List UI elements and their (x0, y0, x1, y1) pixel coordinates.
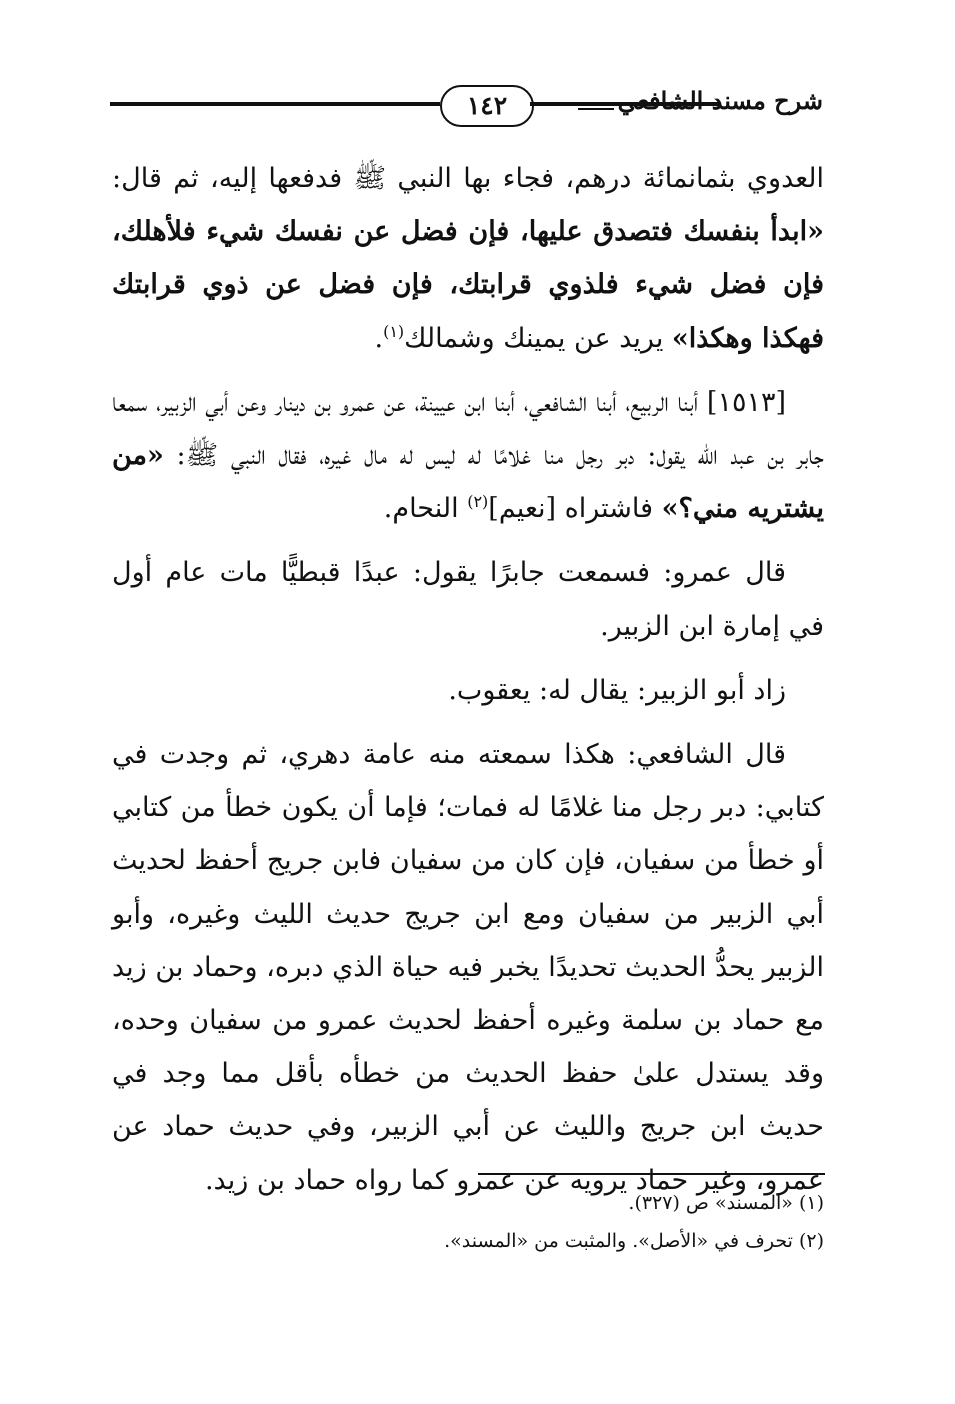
main-text (112, 152, 824, 1218)
page-number: ١٤٢ (440, 85, 534, 127)
paragraph-1-period: . (374, 322, 384, 354)
paragraph-2-text: [١٥١٣] أبنا الربيع، أبنا الشافعي، أبنا ابن عيينة، عن عمرو بن دينار وعن أبي الزبير، سمعا جابر بن عبد الله يقول: دبر رجل منا غلامًا له ليس له مال غيره، فقال النبي ﷺ: (112, 386, 824, 472)
footnote-ref-1[interactable]: (١) (383, 321, 405, 341)
paragraph-5: قال الشافعي: هكذا سمعته منه عامة دهري، ثم وجدت في كتابي: دبر رجل منا غلامًا له فمات؛ فإما أن يكون خطأ من كتابي أو خطأ من سفيان، فإن كان من سفيان فابن جريج أحفظ لحديث أبي الزبير من سفيان ومع ابن جريج حديث الليث وغيره، وأبو الزبير يحدُّ الحديث تحديدًا يخبر فيه حياة الذي دبره، وحماد بن زيد مع حماد بن سلمة وغيره أحفظ لحديث عمرو من سفيان وحده، وقد يستدل علىٰ حفظ الحديث من خطأه بأقل مما وجد في حديث ابن جريج والليث عن أبي الزبير، وفي حديث حماد عن عمرو، وغير حماد يرويه عن عمرو كما رواه حماد بن زيد. (112, 739, 824, 1196)
footnote-separator (478, 1173, 825, 1175)
footnote-ref-2[interactable]: (٢) (467, 492, 489, 512)
running-title: شرح مسند الشافعي (618, 84, 825, 118)
paragraph-2 (112, 376, 824, 536)
paragraph-4: زاد أبو الزبير: يقال له: يعقوب. (448, 674, 786, 706)
paragraph-1-text: العدوي بثمانمائة درهم، فجاء بها النبي ﷺ فدفعها إليه، ثم قال: (112, 163, 824, 194)
footnote-2: (٢) تحرف في «الأصل». والمثبت من «المسند». (444, 1230, 824, 1252)
page-header (110, 82, 825, 132)
paragraph-3: قال عمرو: فسمعت جابرًا يقول: عبدًا قبطيًّا مات عام أول في إمارة ابن الزبير. (112, 557, 824, 642)
header-rule-left (110, 102, 440, 106)
paragraph-2-text-end: النحام. (383, 493, 468, 525)
footnote-1: (١) «المسند» ص (٣٢٧). (628, 1192, 824, 1214)
paragraph-1 (112, 152, 824, 365)
paragraph-1-text-end: يريد عن يمينك وشمالك (404, 322, 672, 354)
paragraph-2-text-mid: فاشتراه [نعيم] (488, 493, 662, 525)
footnotes (112, 1184, 824, 1260)
hadith-quote-1: «ابدأ بنفسك فتصدق عليها، فإن فضل عن نفسك شيء فلأهلك، فإن فضل شيء فلذوي قرابتك، فإن فضل عن ذوي قرابتك فهكذا وهكذا» (112, 216, 824, 354)
hadith-quote-2: «من يشتريه مني؟» (112, 440, 824, 525)
